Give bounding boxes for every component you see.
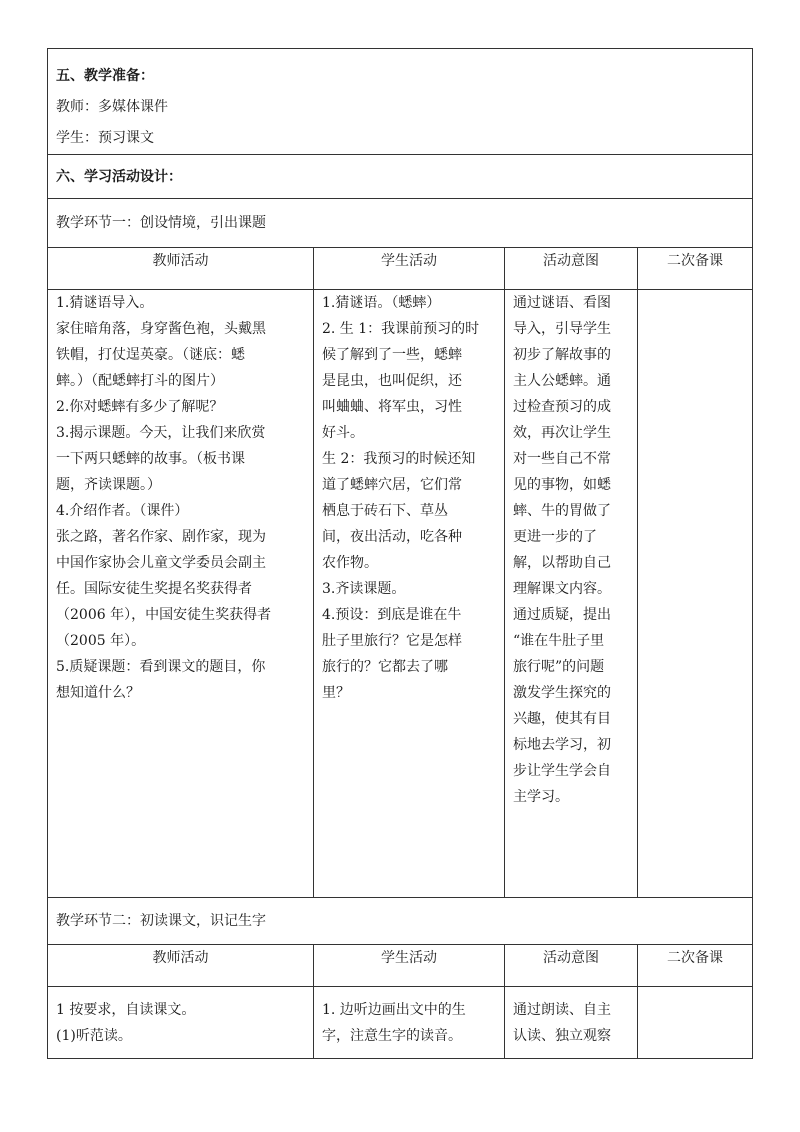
link1-title-cell: [48, 199, 753, 248]
link2-teacher-lines: [56, 997, 305, 1049]
header-second-prep-2: 二次备课: [638, 945, 753, 987]
text-line: 见的事物，如蟋: [513, 477, 611, 493]
text-line: 通过朗读、自主: [513, 1002, 611, 1018]
text-line: 1 按要求，自读课文。: [56, 1002, 196, 1018]
text-line: 5.质疑课题：看到课文的题目，你: [56, 659, 266, 675]
text-line: 过检查预习的成: [513, 399, 611, 415]
section6-heading: 六、学习活动设计：: [56, 168, 182, 185]
text-line: 张之路，著名作家、剧作家，现为: [56, 529, 266, 545]
text-line: 道了蟋蟀穴居，它们常: [322, 477, 462, 493]
text-line: 4.介绍作者。（课件）: [56, 503, 189, 519]
text-line: 2.你对蟋蟀有多少了解呢？: [56, 399, 224, 415]
link2-title: 教学环节二：初读课文，识记生字: [56, 913, 266, 929]
text-line: （2005 年）。: [56, 633, 146, 649]
link2-intent-cell: [505, 987, 638, 1059]
text-line: 叫蛐蛐、将军虫，习性: [322, 399, 462, 415]
text-line: 1.猜谜语。（蟋蟀）: [322, 295, 441, 311]
text-line: 通过质疑，提出: [513, 607, 611, 623]
header-teacher-activity: 教师活动: [48, 248, 314, 290]
header-activity-intent-2: 活动意图: [505, 945, 638, 987]
link1-header-row: [48, 248, 753, 290]
link1-intent-lines: [513, 290, 629, 810]
text-line: 初步了解故事的: [513, 347, 611, 363]
text-line: 旅行的？它都去了哪: [322, 659, 448, 675]
text-line: 是昆虫，也叫促织，还: [322, 373, 462, 389]
link2-title-cell: [48, 898, 753, 945]
text-line: 中国作家协会儿童文学委员会副主: [56, 555, 266, 571]
link2-second-prep-cell: [638, 987, 753, 1059]
text-line: 想知道什么？: [56, 685, 140, 701]
link1-body-row: [48, 290, 753, 898]
text-line: 农作物。: [322, 555, 378, 571]
link2-intent-lines: [513, 997, 629, 1049]
link1-teacher-cell: [48, 290, 314, 898]
text-line: 题，齐读课题。）: [56, 477, 161, 493]
section5-teacher: 教师：多媒体课件: [56, 99, 168, 115]
link1-intent-cell: [505, 290, 638, 898]
text-line: 对一些自己不常: [513, 451, 611, 467]
link1-student-cell: [314, 290, 505, 898]
text-line: 导入，引导学生: [513, 321, 611, 337]
text-line: 肚子里旅行？它是怎样: [322, 633, 462, 649]
text-line: 好斗。: [322, 425, 364, 441]
text-line: 理解课文内容。: [513, 581, 611, 597]
text-line: 激发学生探究的: [513, 685, 611, 701]
text-line: 1.猜谜语导入。: [56, 295, 154, 311]
text-line: 主学习。: [513, 789, 569, 805]
text-line: 任。国际安徒生奖提名奖获得者: [56, 581, 252, 597]
header-teacher-activity-2: 教师活动: [48, 945, 314, 987]
text-line: 更进一步的了: [513, 529, 597, 545]
text-line: 生 2：我预习的时候还知: [322, 451, 476, 467]
link1-teacher-lines: [56, 290, 305, 706]
lesson-plan-table: [47, 48, 753, 1059]
text-line: 4.预设：到底是谁在牛: [322, 607, 462, 623]
text-line: 蟀、牛的胃做了: [513, 503, 611, 519]
section5-student: 学生：预习课文: [56, 130, 154, 146]
text-line: 间，夜出活动，吃各种: [322, 529, 462, 545]
header-student-activity: 学生活动: [314, 248, 505, 290]
text-line: (1)听范读。: [56, 1028, 132, 1044]
text-line: 通过谜语、看图: [513, 295, 611, 311]
text-line: 兴趣，使其有目: [513, 711, 611, 727]
link2-student-lines: [322, 997, 496, 1049]
section6-cell: [48, 155, 753, 199]
header-activity-intent: 活动意图: [505, 248, 638, 290]
lesson-plan-page: [47, 48, 752, 1059]
text-line: 字，注意生字的读音。: [322, 1028, 462, 1044]
link1-student-lines: [322, 290, 496, 706]
link2-teacher-cell: [48, 987, 314, 1059]
text-line: 蟀。）（配蟋蟀打斗的图片）: [56, 373, 224, 389]
text-line: 3.齐读课题。: [322, 581, 406, 597]
link2-header-row: [48, 945, 753, 987]
link2-body-row: [48, 987, 753, 1059]
text-line: 标地去学习，初: [513, 737, 611, 753]
text-line: 主人公蟋蟀。通: [513, 373, 611, 389]
text-line: 一下两只蟋蟀的故事。（板书课: [56, 451, 245, 467]
link1-title: 教学环节一：创设情境，引出课题: [56, 215, 266, 231]
text-line: 候了解到了一些，蟋蟀: [322, 347, 462, 363]
text-line: 步让学生学会自: [513, 763, 611, 779]
text-line: 家住暗角落，身穿酱色袍，头戴黑: [56, 321, 266, 337]
text-line: 3.揭示课题。今天，让我们来欣赏: [56, 425, 266, 441]
header-second-prep: 二次备课: [638, 248, 753, 290]
text-line: 旅行呢”的问题: [513, 659, 605, 675]
text-line: “谁在牛肚子里: [513, 633, 605, 649]
section5-cell: [48, 49, 753, 155]
text-line: 效，再次让学生: [513, 425, 611, 441]
text-line: （2006 年），中国安徒生奖获得者: [56, 607, 272, 623]
text-line: 认读、独立观察: [513, 1028, 611, 1044]
text-line: 铁帽，打仗逞英豪。（谜底：蟋: [56, 347, 245, 363]
text-line: 2. 生 1：我课前预习的时: [322, 321, 480, 337]
text-line: 栖息于砖石下、草丛: [322, 503, 448, 519]
text-line: 解，以帮助自己: [513, 555, 611, 571]
header-student-activity-2: 学生活动: [314, 945, 505, 987]
text-line: 里？: [322, 685, 350, 701]
section5-heading: 五、教学准备：: [56, 68, 154, 84]
link2-student-cell: [314, 987, 505, 1059]
link1-second-prep-cell: [638, 290, 753, 898]
text-line: 1. 边听边画出文中的生: [322, 1002, 466, 1018]
